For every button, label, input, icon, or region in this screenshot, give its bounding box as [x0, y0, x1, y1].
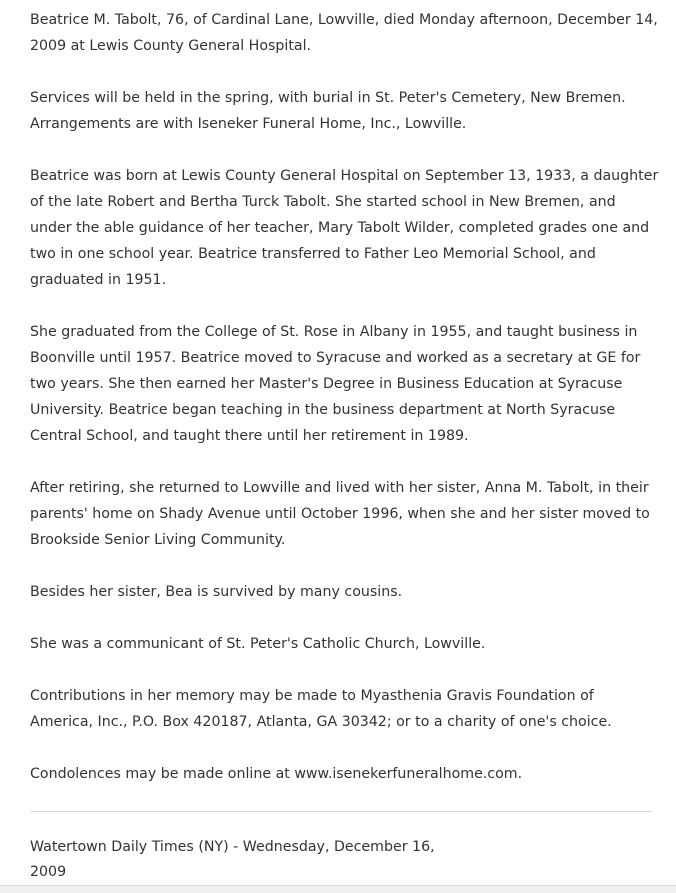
obituary-article — [30, 7, 660, 813]
source-citation: Watertown Daily Times (NY) - Wednesday, December 16, 2009 — [30, 839, 435, 880]
paragraph-survivors: Besides her sister, Bea is survived by many cousins. — [30, 584, 403, 600]
paragraph-church: She was a communicant of St. Peter's Catholic Church, Lowville. — [30, 636, 486, 652]
divider — [30, 811, 652, 812]
paragraph-condolences: Condolences may be made online at www.isenekerfuneralhome.com. — [30, 766, 523, 782]
paragraph-retirement: After retiring, she returned to Lowville and lived with her sister, Anna M. Tabolt, in their parents' home on Shady Avenue until October 1996, when she and her sister moved to Brookside Senior Living Community. — [30, 480, 650, 548]
paragraph-death-notice: Beatrice M. Tabolt, 76, of Cardinal Lane, Lowville, died Monday afternoon, December 14, 2009 at Lewis County General Hospital. — [30, 12, 658, 54]
bottom-edge-bar — [0, 885, 676, 893]
paragraph-early-life: Beatrice was born at Lewis County General Hospital on September 13, 1933, a daughter of the late Robert and Bertha Turck Tabolt. She started school in New Bremen, and under the able guidance of her teacher, Mary Tabolt Wilder, completed grades one and two in one school year. Beatrice transferred to Father Leo Memorial School, and graduated in 1951. — [30, 168, 659, 288]
paragraph-career: She graduated from the College of St. Rose in Albany in 1955, and taught business in Boonville until 1957. Beatrice moved to Syracuse and worked as a secretary at GE for two years. She then earned her Master's Degree in Business Education at Syracuse University. Beatrice began teaching in the business department at North Syracuse Central School, and taught there until her retirement in 1989. — [30, 324, 641, 444]
paragraph-contributions: Contributions in her memory may be made to Myasthenia Gravis Foundation of America, Inc., P.O. Box 420187, Atlanta, GA 30342; or to a charity of one's choice. — [30, 688, 612, 730]
paragraph-services: Services will be held in the spring, with burial in St. Peter's Cemetery, New Bremen. Arrangements are with Iseneker Funeral Home, Inc., Lowville. — [30, 90, 626, 132]
